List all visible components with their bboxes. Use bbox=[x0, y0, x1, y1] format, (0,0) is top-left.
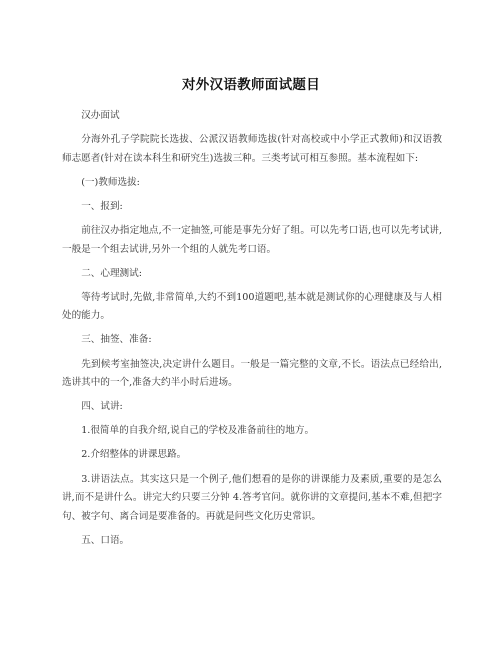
paragraph-trial-step-3: 3.讲语法点。其实这只是一个例子,他们想看的是你的讲课能力及素质,重要的是怎么讲,而不是讲什么。讲完大约只要三分钟 4.答考官问。就你讲的文章提问,基本不难,但把字句、被字句、离合词是要准备的。再就是问些文化历史常识。 bbox=[62, 473, 442, 522]
heading-psych-test: 二、心理测试: bbox=[81, 267, 142, 279]
paragraph-trial-step-1: 1.很简单的自我介绍,说自己的学校及准备前往的地方。 bbox=[81, 425, 315, 437]
heading-trial-lecture: 四、试讲: bbox=[81, 401, 123, 413]
heading-draw-prepare: 三、抽签、准备: bbox=[81, 334, 152, 346]
paragraph-hanban-interview: 汉办面试 bbox=[81, 110, 120, 121]
paragraph-registration: 前往汉办指定地点,不一定抽签,可能是事先分好了组。可以先考口语,也可以先考试讲,一般是一个组去试讲,另外一个组的人就先考口语。 bbox=[62, 224, 442, 255]
section-teacher-selection: (一)教师选拔: bbox=[81, 176, 140, 188]
paragraph-draw-prepare: 先到候考室抽签决,决定讲什么题目。一般是一篇完整的文章,不长。语法点已经给出,选讲其中的一个,准备大约半小时后进场。 bbox=[62, 358, 442, 389]
paragraph-psych-test: 等待考试时,先做,非常简单,大约不到100道题吧,基本就是测试你的心理健康及与人相处的能力。 bbox=[62, 291, 442, 322]
paragraph-trial-step-2: 2.介绍整体的讲课思路。 bbox=[81, 449, 187, 461]
document-body bbox=[62, 107, 442, 556]
paragraph-intro: 分海外孔子学院院长选拔、公派汉语教师选拔(针对高校或中小学正式教师)和汉语教师志愿者(针对在读本科生和研究生)选拔三种。三类考试可相互参照。基本流程如下: bbox=[62, 134, 442, 164]
heading-oral: 五、口语。 bbox=[81, 534, 130, 546]
heading-registration: 一、报到: bbox=[81, 200, 123, 212]
document-title: 对外汉语教师面试题目 bbox=[182, 77, 320, 93]
